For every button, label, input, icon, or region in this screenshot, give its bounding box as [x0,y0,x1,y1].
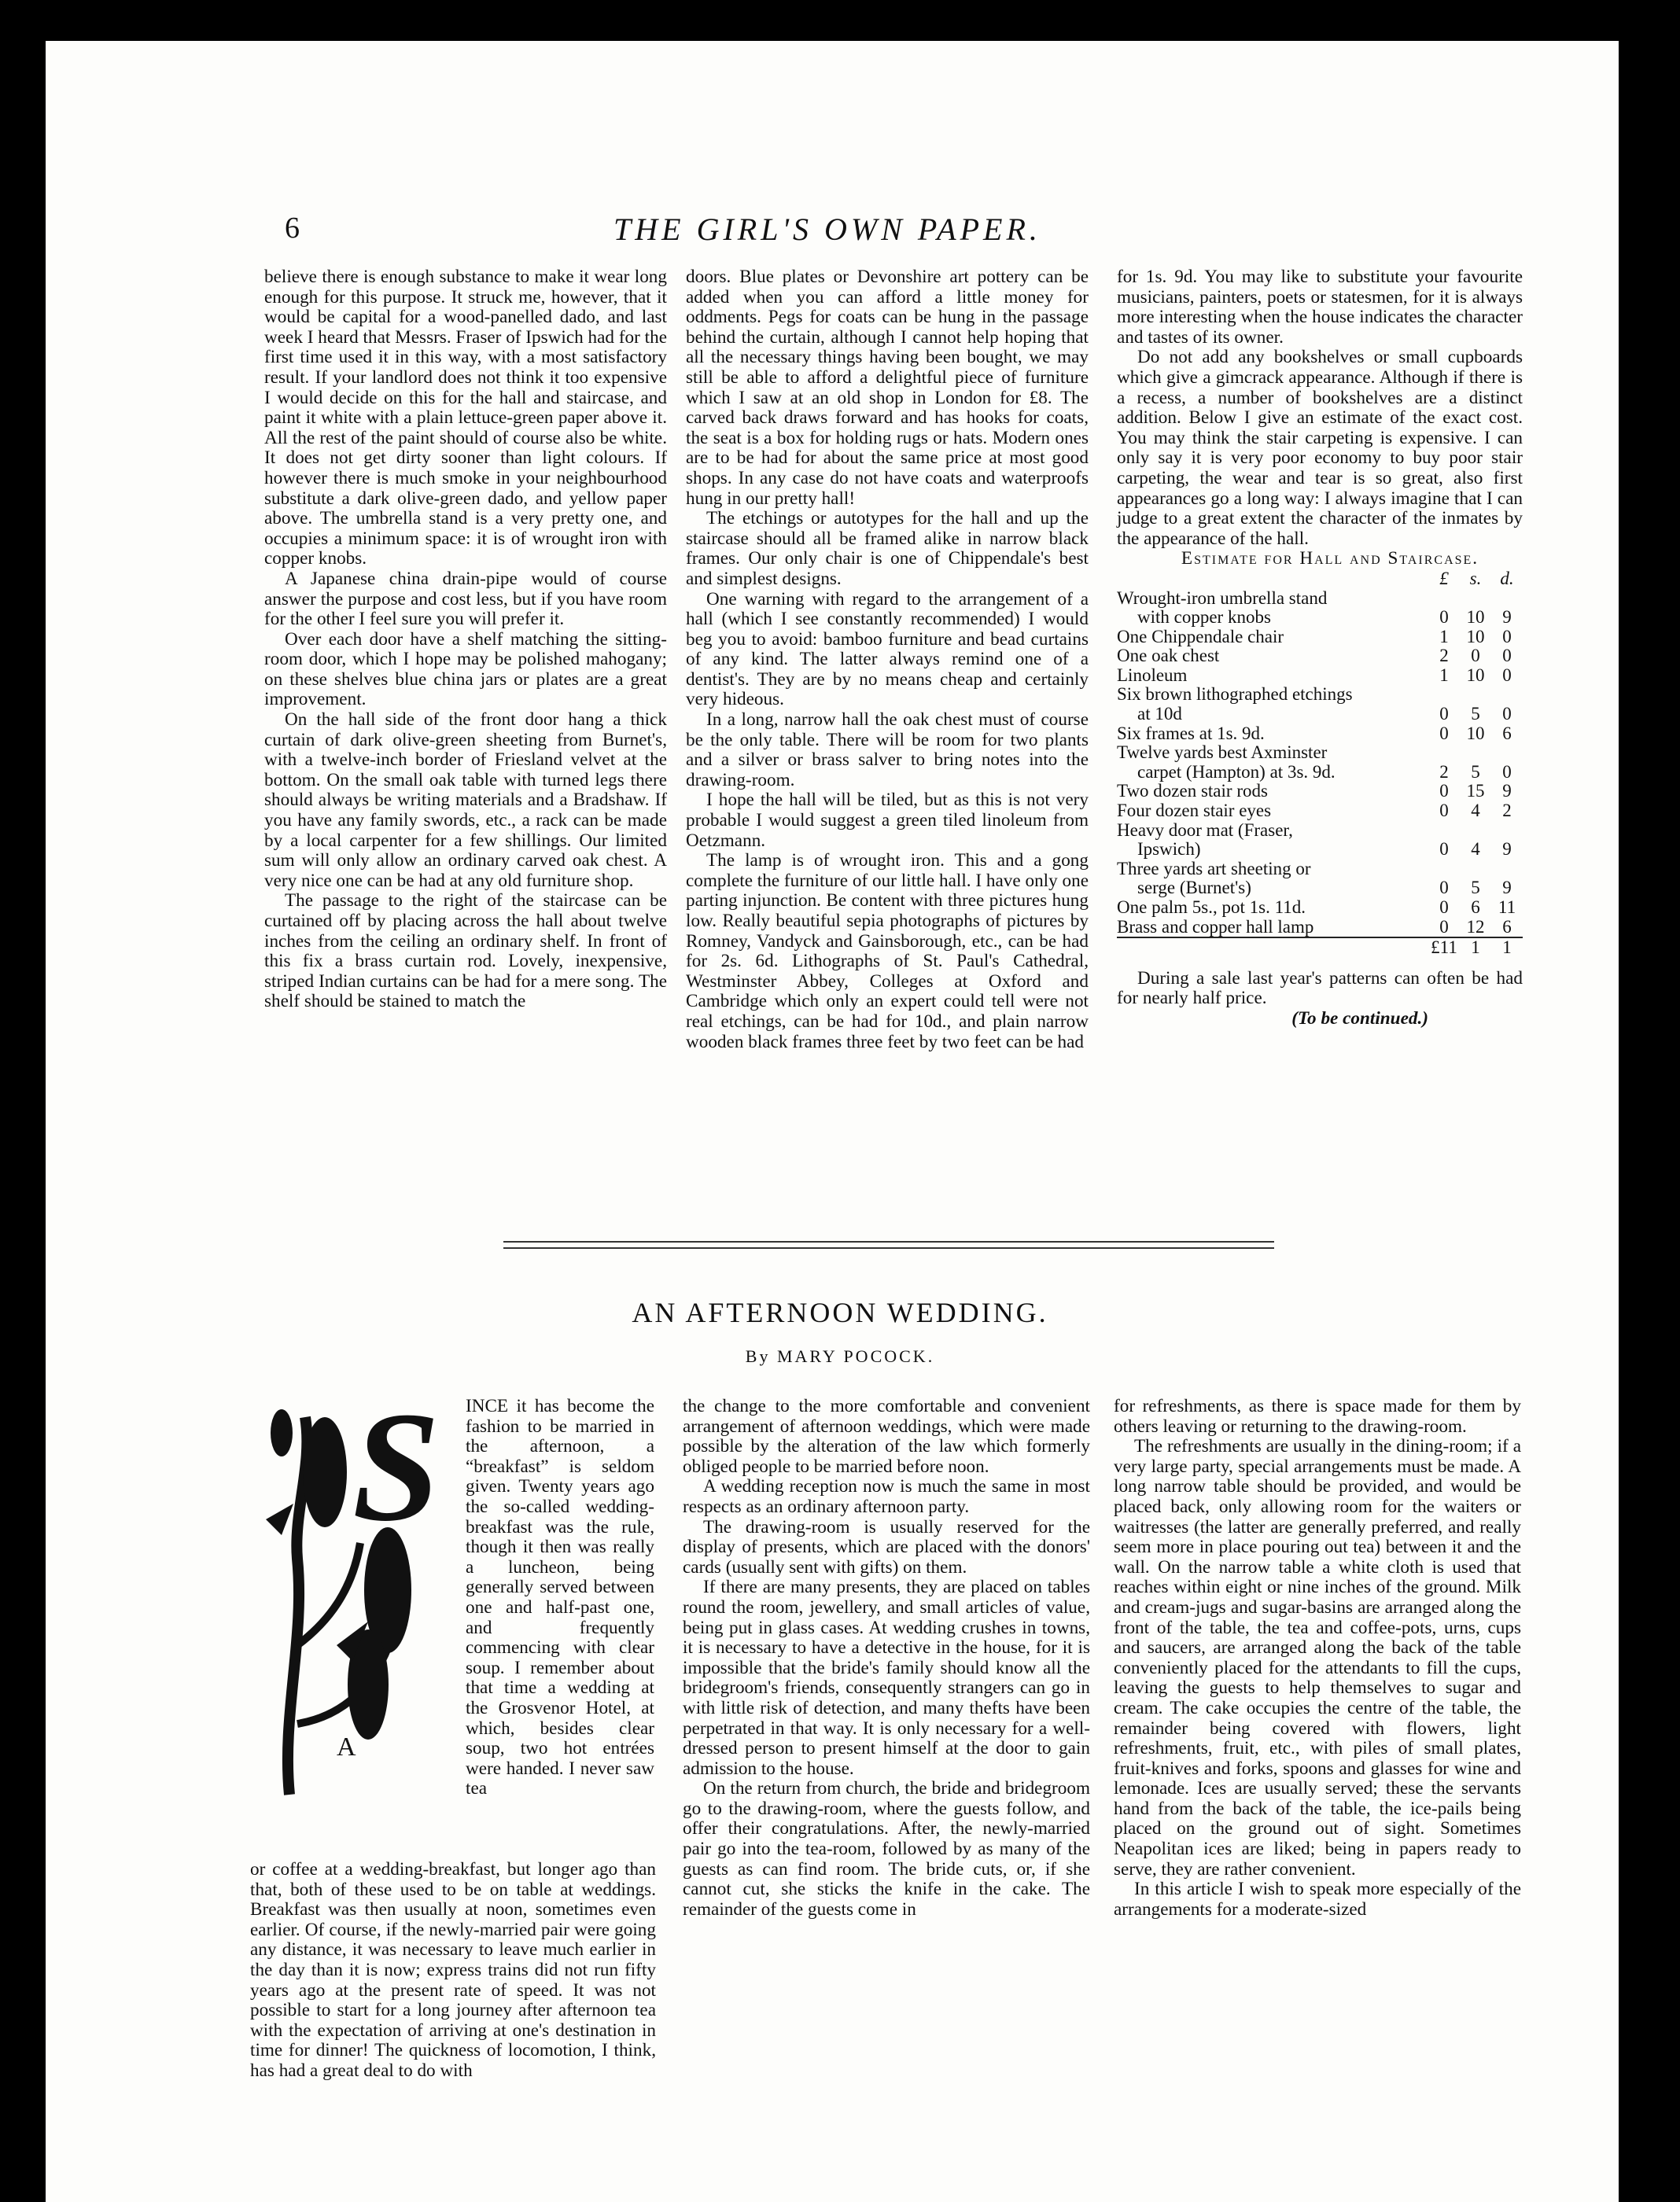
pence-value: 9 [1502,878,1512,898]
paragraph: Do not add any bookshelves or small cupboards which give a gimcrack appearance. Although if there is a recess, a number of bookshelves are a distinct addition. Below I give an estimate of the exact cost. You may think the stair carpeting is expensive. I can only say it is very poor economy to buy poor stair carpeting, the wear and tear is so great, also first appearances go a long way: I always imagine that I can judge to a great extent the character of the inmates by the appearance of the hall. [1117,347,1523,549]
pence-value: 9 [1502,839,1512,860]
estimate-row [1117,589,1523,628]
total-pence: 1 [1491,937,1523,958]
paragraph: or coffee at a wedding-breakfast, but longer ago than that, both of these used to be on table at weddings. Breakfast was then usually at noon, sometimes even earlier. Of course, if the newly-married pair were going any distance, it was necessary to leave much earlier in the day than it is now; express trains did not run fifty years ago at the present rate of speed. It was not possible to start for a long journey after afternoon tea with the expectation of arriving at one's destination in time for dinner! The quickness of locomotion, I think, has had a great deal to do with [250,1859,656,2081]
shillings-value: 0 [1471,646,1480,666]
page-number: 6 [285,212,300,245]
ornamental-initial-s [250,1386,461,1806]
estimate-title: Estimate for Hall and Staircase. [1181,548,1479,569]
estimate-row [1117,860,1523,898]
pounds-value: 1 [1439,665,1449,685]
pounds-value: 2 [1439,761,1449,782]
estimate-row [1117,743,1523,782]
estimate-header-row [1117,569,1523,589]
catkin [303,1417,347,1527]
paragraph: The etchings or autotypes for the hall and up the staircase should all be framed alike in narrow black frames. Our only chair is one of Chippendale's best and simplest designs. [686,508,1089,589]
estimate-total-row [1117,937,1523,958]
paragraph: believe there is enough substance to make it wear long enough for this purpose. It struck me, however, that it would be capital for a wood-panelled dado, and last week I heard that Messrs. Fraser of Ipswich had for the first time used it in this way, with a most satisfactory result. If your landlord does not think it too expensive I would decide on this for the hall and staircase, and paint it white with a plain lettuce-green paper above it. All the rest of the paint should of course also be white. It does not get dirty sooner than light colours. If however there is much smoke in your neighbourhood substitute a dark olive-green dado, and yellow paper above. The umbrella stand is a very pretty one, and occupies a minimum space: it is of wrought iron with copper knobs. [264,267,667,569]
to-be-continued: (To be continued.) [1291,1007,1428,1029]
item-label: Six frames at 1s. 9d. [1117,723,1265,743]
paragraph: for refreshments, as there is space made for them by others leaving or returning to the drawing-room. [1114,1396,1521,1437]
paragraph: One warning with regard to the arrangement of a hall (which I see constantly recommended) I would beg you to avoid: bamboo furniture and bead curtains of any kind. The latter always remind one of a dentist's. They are by no means cheap and certainly very hideous. [686,588,1089,710]
item-label: One palm 5s., pot 1s. 11d. [1117,897,1306,917]
author-name: MARY POCOCK. [776,1346,935,1366]
pence-value: 0 [1502,761,1512,782]
shillings-header: s. [1469,568,1482,588]
item-label-continued: at 10d [1137,704,1182,724]
pounds-value: 0 [1439,897,1449,917]
shillings-value: 10 [1466,607,1485,628]
running-title: THE GIRL'S OWN PAPER. [613,212,1041,247]
item-label-continued: carpet (Hampton) at 3s. 9d. [1137,761,1336,782]
shillings-value: 4 [1471,801,1480,821]
pounds-value: 0 [1439,781,1449,801]
item-label: One oak chest [1117,646,1220,666]
pence-header: d. [1500,568,1514,588]
paragraph: The passage to the right of the staircase can be curtained off by placing across the hall about twelve inches from the ceiling an ordinary shelf. In front of this fix a brass curtain rod. Lovely, inexpensive, striped Indian curtains can be had for a mere song. The shelf should be stained to match the [264,890,667,1012]
paragraph: The lamp is of wrought iron. This and a gong complete the furniture of our little hall. I have only one parting injunction. Be content with three pictures hung low. Really beautiful sepia photographs of pictures by Romney, Vandyck and Gainsborough, etc., can be had for 2s. 6d. Lithographs of St. Paul's Cathedral, Westminster Abbey, Colleges at Oxford and Cambridge which only an expert could tell were not real etchings, can be had for 10d., and plain narrow wooden black frames three feet by two feet can be had [686,850,1089,1052]
monogram: A [337,1733,356,1762]
item-label: Four dozen stair eyes [1117,801,1272,821]
section-divider [503,1241,1274,1249]
pounds-value: 0 [1439,916,1449,937]
pence-value: 2 [1502,801,1512,821]
paragraph: On the return from church, the bride and bridegroom go to the drawing-room, where the guests follow, and offer their congratulations. After, the newly-married pair go into the tea-room, followed by as many of the guests as can find room. The bride cuts, or, if she cannot cut, she sticks the knife in the cake. The remainder of the guests come in [683,1778,1090,1920]
shillings-value: 5 [1471,761,1480,782]
estimate-row [1117,898,1523,918]
shillings-value: 10 [1466,665,1485,685]
paragraph: In this article I wish to speak more especially of the arrangements for a moderate-sized [1114,1879,1521,1920]
estimate-row [1117,782,1523,801]
dropcap-letter: S [352,1386,440,1554]
estimate-row [1117,801,1523,821]
item-label: One Chippendale chair [1117,626,1284,646]
shillings-value: 10 [1466,626,1485,646]
pence-value: 0 [1502,646,1512,666]
pence-value: 9 [1502,607,1512,628]
paragraph: In a long, narrow hall the oak chest must of course be the only table. There will be room for two plants and a silver or brass salver to bring notes into the drawing-room. [686,709,1089,790]
pence-value: 9 [1502,781,1512,801]
item-label: Linoleum [1117,665,1188,685]
pence-value: 0 [1502,626,1512,646]
catkin [271,1409,293,1456]
item-label-continued: Ipswich) [1137,839,1201,860]
paragraph: If there are many presents, they are placed on tables round the room, jewellery, and small articles of value, being put in glass cases. At wedding crushes in towns, it is necessary to have a detective in the house, for it is impossible that the bride's family should know all the bridegroom's friends, consequently strangers can go in with little risk of detection, and many thefts have been perpetrated in that way. It is only necessary for a well-dressed person to present himself at the door to gain admission to the house. [683,1577,1090,1779]
pence-value: 6 [1502,723,1512,743]
paragraph: A Japanese china drain-pipe would of course answer the purpose and cost less, but if you have room for the other I feel sure you will prefer it. [264,568,667,630]
estimate-note: During a sale last year's patterns can often be had for nearly half price. [1117,967,1523,1009]
estimate-row [1117,666,1523,686]
pounds-header: £ [1439,568,1449,588]
article-title: AN AFTERNOON WEDDING. [632,1297,1048,1328]
shillings-value: 5 [1471,704,1480,724]
pence-value: 6 [1502,916,1512,937]
byline-prefix: By [745,1346,771,1366]
total-shillings: 1 [1460,937,1491,958]
pounds-value: 2 [1439,646,1449,666]
item-label-continued: with copper knobs [1137,607,1271,628]
item-label: Brass and copper hall lamp [1117,916,1314,937]
paragraph: for 1s. 9d. You may like to substitute your favourite musicians, painters, poets or statesmen, for it is always more interesting when the house indicates the character and tastes of its owner. [1117,267,1523,348]
pence-value: 0 [1502,665,1512,685]
item-label: Wrought-iron umbrella stand [1117,587,1328,608]
item-label: Six brown lithographed etchings [1117,684,1353,705]
paragraph: I hope the hall will be tiled, but as this is not very probable I would suggest a green tiled linoleum from Oetzmann. [686,790,1089,851]
article-column-3 [1114,1397,1521,1920]
item-label: Heavy door mat (Fraser, [1117,819,1293,840]
estimate-row [1117,821,1523,860]
paragraph: On the hall side of the front door hang a thick curtain of dark olive-green sheeting from Burnet's, with a twelve-inch border of Friesland velvet at the bottom. On the small oak table with turned legs there should always be writing materials and a Bradshaw. If you have any family swords, etc., a rack can be made by a local carpenter for a few shillings. Our limited sum will only allow an ordinary carved oak chest. A very nice one can be had at any old furniture shop. [264,709,667,891]
pounds-value: 0 [1439,878,1449,898]
total-pounds: £11 [1428,937,1460,958]
upper-column-2 [686,267,1089,1052]
estimate-row [1117,646,1523,666]
paragraph: A wedding reception now is much the same in most respects as an ordinary afternoon party. [683,1476,1090,1517]
estimate-row [1117,628,1523,647]
pounds-value: 0 [1439,723,1449,743]
pence-value: 0 [1502,704,1512,724]
article-byline [0,1346,1680,1367]
article-opening [466,1397,654,1799]
estimate-row [1117,685,1523,724]
pence-value: 11 [1498,897,1516,917]
paragraph: The drawing-room is usually reserved for the display of presents, which are placed with the donors' cards (usually sent with gifts) on them. [683,1516,1090,1578]
paragraph: the change to the more comfortable and convenient arrangement of afternoon weddings, which were made possible by the alteration of the law which formerly obliged people to be married before noon. [683,1396,1090,1477]
paragraph: Over each door have a shelf matching the sitting-room door, which I hope may be polished mahogany; on these shelves blue china jars or plates are a great improvement. [264,628,667,710]
item-label-continued: serge (Burnet's) [1137,878,1251,898]
shillings-value: 4 [1471,839,1480,860]
shillings-value: 5 [1471,878,1480,898]
paragraph: INCE it has become the fashion to be married in the afternoon, a “breakfast” is seldom given. Twenty years ago the so-called wedding-breakfast was the rule, though it then was really a luncheon, being generally served between one and half-past one, and frequently commencing with clear soup. I remember about that time a wedding at the Grosvenor Hotel, at which, besides clear soup, two hot entrées were handed. I never saw tea [466,1396,654,1799]
estimate-table [1117,569,1523,958]
item-label: Two dozen stair rods [1117,781,1268,801]
article-column-2 [683,1397,1090,1920]
shillings-value: 12 [1466,916,1485,937]
upper-column-1 [264,267,667,1012]
item-label: Twelve yards best Axminster [1117,742,1328,763]
shillings-value: 15 [1466,781,1485,801]
paragraph: The refreshments are usually in the dining-room; if a very large party, special arrangements must be made. A long narrow table should be provided, and would be placed back, only allowing room for the waiters or waitresses (the latter are generally preferred, and really seem more in place pouring out tea) between it and the wall. On the narrow table a white cloth is used that reaches within eight or nine inches of the ground. Milk and cream-jugs and sugar-basins are arranged along the front of the table, the tea and coffee-pots, urns, cups and saucers, are arranged along the back of the table conveniently placed for the attendants to fill the cups, leaving the guests to help themselves to sugar and cream. The cake occupies the centre of the table, the remainder being covered with flowers, light refreshments, fruit, etc., with piles of small plates, fruit-knives and forks, spoons and glasses for wine and lemonade. Ices are usually served; these the servants hand from the back of the table, the ice-pails being placed on the ground out of sight. Sometimes Neapolitan ices are liked; being in papers ready to serve, they are rather convenient. [1114,1436,1521,1880]
pounds-value: 0 [1439,607,1449,628]
estimate-row [1117,918,1523,938]
pounds-value: 0 [1439,801,1449,821]
shillings-value: 6 [1471,897,1480,917]
pounds-value: 1 [1439,626,1449,646]
pounds-value: 0 [1439,704,1449,724]
pounds-value: 0 [1439,839,1449,860]
estimate-row [1117,724,1523,744]
item-label: Three yards art sheeting or [1117,858,1311,878]
shillings-value: 10 [1466,723,1485,743]
paragraph: doors. Blue plates or Devonshire art pottery can be added when you can afford a little money for oddments. Pegs for coats can be hung in the passage behind the curtain, although I cannot help hoping that all the necessary things having been bought, we may still be able to afford a delightful piece of furniture which I saw at an old shop in London for £8. The carved back draws forward and has hooks for coats, the seat is a box for holding rugs or hats. Modern ones are to be had for about the same price at most good shops. In any case do not have coats and waterproofs hung in our pretty hall! [686,267,1089,509]
article-column-1 [250,1860,656,2082]
upper-column-3 [1117,267,1523,1029]
